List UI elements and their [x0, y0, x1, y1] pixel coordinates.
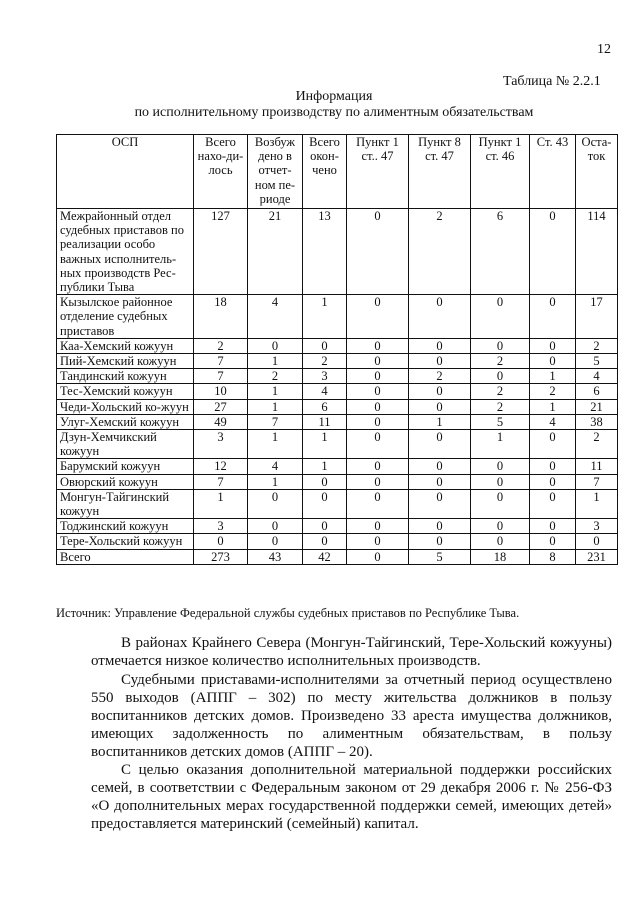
row-label-cell: Тоджинский кожуун [57, 519, 194, 534]
table-title: Информация [295, 89, 373, 104]
table-row [57, 430, 618, 459]
value-cell: 8 [530, 549, 576, 564]
value-cell: 11 [303, 414, 347, 429]
value-cell: 0 [409, 430, 471, 459]
table-row [57, 489, 618, 518]
value-cell: 0 [347, 399, 409, 414]
value-cell: 0 [303, 534, 347, 549]
row-label-cell: Тес-Хемский кожуун [57, 384, 194, 399]
paragraph: С целью оказания дополнительной материальной поддержки российских семей, в соответствии с Федеральным законом от 29 декабря 2006 г. № 256-ФЗ «О дополнительных мерах государственной поддержки семей, имеющих детей» предоставляется материнский (семейный) капитал. [91, 762, 612, 832]
value-cell: 1 [303, 295, 347, 339]
value-cell: 3 [303, 369, 347, 384]
value-cell: 6 [576, 384, 618, 399]
value-cell: 0 [530, 354, 576, 369]
value-cell: 0 [471, 534, 530, 549]
value-cell: 273 [194, 549, 248, 564]
value-cell: 6 [303, 399, 347, 414]
table-row [57, 369, 618, 384]
value-cell: 0 [471, 519, 530, 534]
header-cell: Пункт 1 ст.. 47 [347, 135, 409, 209]
value-cell: 0 [409, 474, 471, 489]
value-cell: 0 [471, 338, 530, 353]
value-cell: 17 [576, 295, 618, 339]
header-cell: Возбуж дено в отчет-ном пе-риоде [248, 135, 303, 209]
value-cell: 2 [576, 338, 618, 353]
row-label-cell: Пий-Хемский кожуун [57, 354, 194, 369]
value-cell: 0 [347, 414, 409, 429]
value-cell: 3 [194, 519, 248, 534]
value-cell: 0 [303, 338, 347, 353]
value-cell: 0 [530, 209, 576, 295]
value-cell: 0 [347, 430, 409, 459]
value-cell: 1 [248, 430, 303, 459]
value-cell: 1 [303, 430, 347, 459]
value-cell: 10 [194, 384, 248, 399]
value-cell: 0 [248, 534, 303, 549]
value-cell: 2 [248, 369, 303, 384]
value-cell: 0 [471, 489, 530, 518]
header-cell: Всего окон-чено [303, 135, 347, 209]
value-cell: 13 [303, 209, 347, 295]
table-subtitle: по исполнительному производству по алиментным обязательствам [134, 105, 534, 120]
value-cell: 1 [409, 414, 471, 429]
table-row [57, 414, 618, 429]
value-cell: 0 [530, 519, 576, 534]
table-header-row [57, 135, 618, 209]
header-cell: Ст. 43 [530, 135, 576, 209]
value-cell: 0 [471, 474, 530, 489]
value-cell: 0 [347, 459, 409, 474]
value-cell: 0 [471, 369, 530, 384]
value-cell: 0 [347, 369, 409, 384]
table-row [57, 519, 618, 534]
value-cell: 0 [303, 519, 347, 534]
value-cell: 4 [248, 459, 303, 474]
value-cell: 2 [409, 209, 471, 295]
value-cell: 6 [471, 209, 530, 295]
value-cell: 18 [194, 295, 248, 339]
table-row [57, 399, 618, 414]
page-number: 12 [597, 42, 611, 57]
value-cell: 2 [471, 384, 530, 399]
header-cell: Оста-ток [576, 135, 618, 209]
value-cell: 0 [576, 534, 618, 549]
value-cell: 2 [471, 354, 530, 369]
value-cell: 0 [530, 474, 576, 489]
value-cell: 1 [530, 399, 576, 414]
row-label-cell: Барумский кожуун [57, 459, 194, 474]
table-row [57, 534, 618, 549]
value-cell: 4 [530, 414, 576, 429]
value-cell: 0 [471, 295, 530, 339]
value-cell: 1 [303, 459, 347, 474]
value-cell: 7 [576, 474, 618, 489]
value-cell: 4 [248, 295, 303, 339]
value-cell: 2 [194, 338, 248, 353]
row-label-cell: Монгун-Тайгинский кожуун [57, 489, 194, 518]
value-cell: 2 [530, 384, 576, 399]
value-cell: 7 [194, 369, 248, 384]
value-cell: 3 [576, 519, 618, 534]
value-cell: 12 [194, 459, 248, 474]
table-row [57, 459, 618, 474]
value-cell: 0 [471, 459, 530, 474]
value-cell: 0 [530, 459, 576, 474]
value-cell: 42 [303, 549, 347, 564]
value-cell: 127 [194, 209, 248, 295]
value-cell: 18 [471, 549, 530, 564]
paragraph: В районах Крайнего Севера (Монгун-Тайгинский, Тере-Хольский кожууны) отмечается низкое количество исполнительных производств. [91, 635, 612, 669]
value-cell: 38 [576, 414, 618, 429]
value-cell: 0 [530, 489, 576, 518]
value-cell: 0 [303, 474, 347, 489]
row-label-cell: Тандинский кожуун [57, 369, 194, 384]
value-cell: 0 [347, 474, 409, 489]
value-cell: 49 [194, 414, 248, 429]
value-cell: 7 [194, 474, 248, 489]
row-label-cell: Дзун-Хемчикский кожуун [57, 430, 194, 459]
header-cell: Всего нахо-ди-лось [194, 135, 248, 209]
row-label-cell: Всего [57, 549, 194, 564]
header-cell: ОСП [57, 135, 194, 209]
value-cell: 1 [248, 399, 303, 414]
row-label-cell: Улуг-Хемский кожуун [57, 414, 194, 429]
row-label-cell: Чеди-Хольский ко-жуун [57, 399, 194, 414]
value-cell: 0 [347, 384, 409, 399]
value-cell: 0 [347, 489, 409, 518]
value-cell: 5 [409, 549, 471, 564]
row-label-cell: Каа-Хемский кожуун [57, 338, 194, 353]
value-cell: 231 [576, 549, 618, 564]
table-row [57, 549, 618, 564]
value-cell: 1 [471, 430, 530, 459]
table-row [57, 209, 618, 295]
value-cell: 0 [409, 338, 471, 353]
row-label-cell: Овюрский кожуун [57, 474, 194, 489]
value-cell: 21 [576, 399, 618, 414]
table-row [57, 338, 618, 353]
table-number: Таблица № 2.2.1 [503, 74, 601, 89]
row-label-cell: Тере-Хольский кожуун [57, 534, 194, 549]
table-row [57, 354, 618, 369]
value-cell: 4 [303, 384, 347, 399]
value-cell: 7 [248, 414, 303, 429]
value-cell: 2 [576, 430, 618, 459]
value-cell: 0 [409, 534, 471, 549]
value-cell: 0 [248, 338, 303, 353]
value-cell: 0 [409, 295, 471, 339]
value-cell: 0 [347, 519, 409, 534]
value-cell: 0 [409, 399, 471, 414]
value-cell: 0 [530, 338, 576, 353]
value-cell: 0 [347, 534, 409, 549]
value-cell: 0 [409, 459, 471, 474]
value-cell: 1 [194, 489, 248, 518]
row-label-cell: Кызылское районное отделение судебных приставов [57, 295, 194, 339]
header-cell: Пункт 8 ст. 47 [409, 135, 471, 209]
value-cell: 1 [530, 369, 576, 384]
table-source: Источник: Управление Федеральной службы судебных приставов по Республике Тыва. [56, 606, 520, 620]
value-cell: 0 [194, 534, 248, 549]
value-cell: 0 [347, 338, 409, 353]
value-cell: 0 [347, 549, 409, 564]
value-cell: 114 [576, 209, 618, 295]
value-cell: 3 [194, 430, 248, 459]
value-cell: 0 [347, 209, 409, 295]
value-cell: 0 [409, 354, 471, 369]
value-cell: 2 [409, 369, 471, 384]
value-cell: 1 [576, 489, 618, 518]
header-cell: Пункт 1 ст. 46 [471, 135, 530, 209]
value-cell: 4 [576, 369, 618, 384]
paragraph: Судебными приставами-исполнителями за отчетный период осуществлено 550 выходов (АППГ – 302) по месту жительства должников в пользу воспитанников детских домов. Произведено 33 ареста имущества должников, имеющих задолженность по алиментным обязательствам, в пользу воспитанников детских домов (АППГ – 20). [91, 672, 612, 760]
enforcement-table [56, 134, 618, 565]
value-cell: 43 [248, 549, 303, 564]
value-cell: 0 [530, 295, 576, 339]
value-cell: 1 [248, 354, 303, 369]
value-cell: 0 [409, 384, 471, 399]
value-cell: 0 [248, 489, 303, 518]
table-row [57, 474, 618, 489]
value-cell: 2 [471, 399, 530, 414]
value-cell: 1 [248, 474, 303, 489]
value-cell: 0 [347, 354, 409, 369]
value-cell: 5 [471, 414, 530, 429]
value-cell: 0 [530, 430, 576, 459]
value-cell: 0 [409, 489, 471, 518]
value-cell: 0 [347, 295, 409, 339]
value-cell: 5 [576, 354, 618, 369]
value-cell: 21 [248, 209, 303, 295]
row-label-cell: Межрайонный отдел судебных приставов по реализации особо важных исполнитель-ных производств Рес-публики Тыва [57, 209, 194, 295]
value-cell: 27 [194, 399, 248, 414]
value-cell: 1 [248, 384, 303, 399]
value-cell: 11 [576, 459, 618, 474]
value-cell: 0 [248, 519, 303, 534]
table-row [57, 384, 618, 399]
value-cell: 0 [530, 534, 576, 549]
value-cell: 0 [409, 519, 471, 534]
value-cell: 0 [303, 489, 347, 518]
value-cell: 2 [303, 354, 347, 369]
table-row [57, 295, 618, 339]
value-cell: 7 [194, 354, 248, 369]
